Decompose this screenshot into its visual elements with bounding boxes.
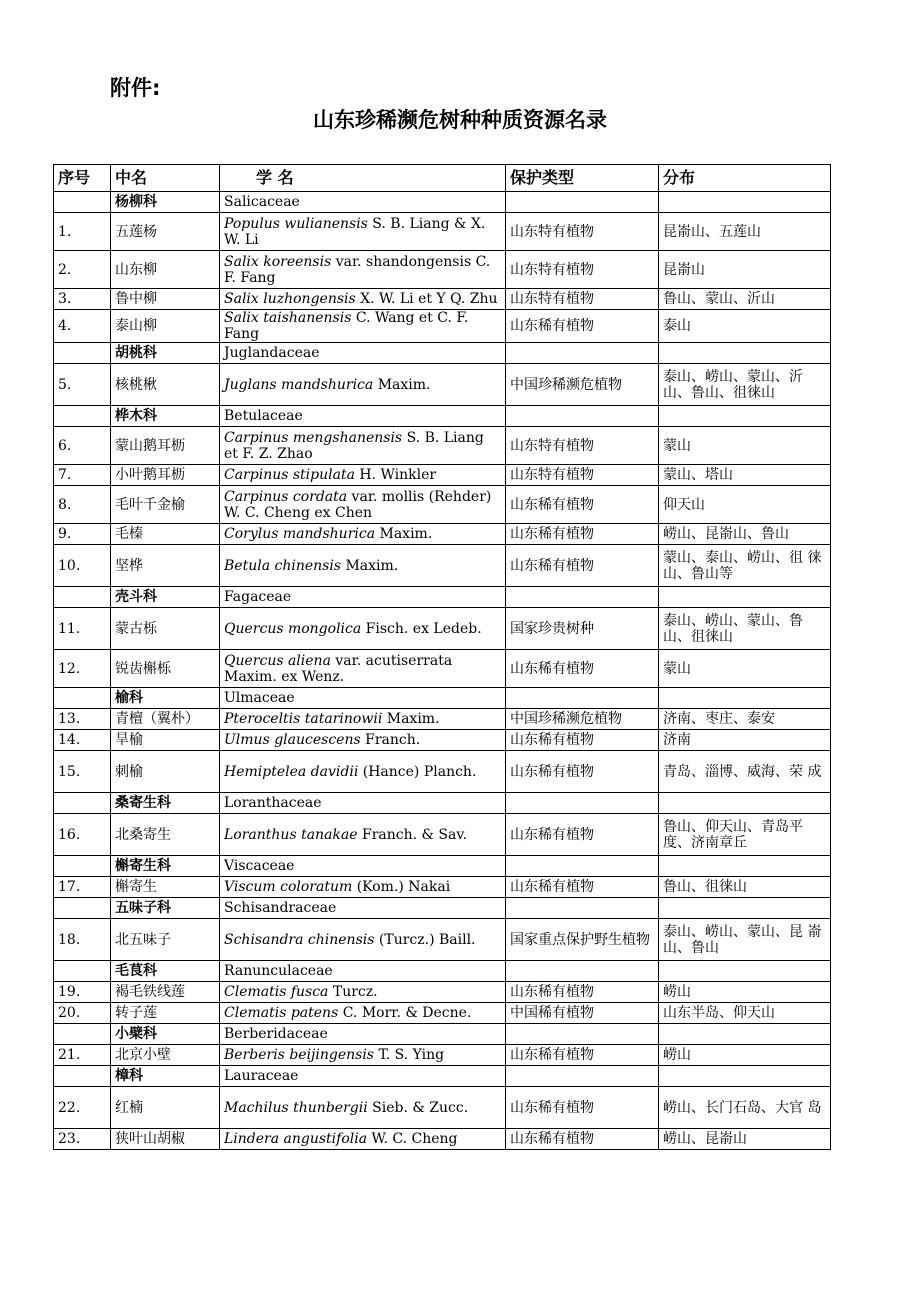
row-num: 5. — [54, 364, 111, 406]
species-cn-name: 坚桦 — [111, 545, 220, 587]
distribution: 崂山 — [659, 1045, 831, 1066]
family-row — [54, 343, 831, 364]
protection-cell — [506, 406, 659, 427]
row-num — [54, 898, 111, 919]
row-num — [54, 793, 111, 814]
species-row — [54, 1003, 831, 1024]
species-sci-name — [220, 427, 506, 465]
family-row — [54, 961, 831, 982]
species-cn-name: 鲁中柳 — [111, 289, 220, 310]
species-cn-name: 小叶鹅耳枥 — [111, 465, 220, 486]
species-sci-name — [220, 251, 506, 289]
family-cn-name: 桑寄生科 — [111, 793, 220, 814]
species-sci-name — [220, 919, 506, 961]
family-sci-name: Berberidaceae — [220, 1024, 506, 1045]
sci-name-authority: Maxim. — [375, 526, 433, 542]
sci-name-italic: Ulmus glaucescens — [224, 732, 361, 748]
species-sci-name — [220, 730, 506, 751]
species-row — [54, 524, 831, 545]
protection-type: 中国珍稀濒危植物 — [506, 709, 659, 730]
protection-type: 山东特有植物 — [506, 465, 659, 486]
sci-name-italic: Quercus mongolica — [224, 620, 362, 637]
family-cn-name: 小檗科 — [111, 1024, 220, 1045]
species-row — [54, 751, 831, 793]
protection-cell — [506, 856, 659, 877]
species-cn-name: 旱榆 — [111, 730, 220, 751]
row-num: 22. — [54, 1087, 111, 1129]
sci-name-italic: Lindera angustifolia — [224, 1131, 368, 1147]
distribution: 崂山、昆嵛山、鲁山 — [659, 524, 831, 545]
sci-name-italic: Quercus aliena — [224, 652, 331, 669]
sci-name-authority: T. S. Ying — [374, 1047, 445, 1063]
sci-name-authority: C. Morr. & Decne. — [338, 1005, 472, 1021]
distribution-cell — [659, 192, 831, 213]
species-cn-name: 狭叶山胡椒 — [111, 1129, 220, 1150]
sci-name-authority: (Hance) Planch. — [358, 763, 477, 780]
distribution: 泰山、崂山、蒙山、昆 嵛山、鲁山 — [659, 919, 831, 961]
species-sci-name — [220, 751, 506, 793]
document-title: 山东珍稀濒危树种种质资源名录 — [313, 108, 607, 132]
header-sci-name: 学 名 — [220, 165, 506, 192]
species-row — [54, 730, 831, 751]
distribution: 仰天山 — [659, 486, 831, 524]
species-row — [54, 486, 831, 524]
species-row — [54, 289, 831, 310]
species-cn-name: 青檀（翼朴） — [111, 709, 220, 730]
species-sci-name — [220, 650, 506, 688]
species-cn-name: 北五味子 — [111, 919, 220, 961]
sci-name-italic: Salix koreensis — [224, 253, 332, 270]
distribution-cell — [659, 406, 831, 427]
distribution: 崂山、昆嵛山 — [659, 1129, 831, 1150]
distribution: 鲁山、仰天山、青岛平 度、济南章丘 — [659, 814, 831, 856]
species-row — [54, 1129, 831, 1150]
species-sci-name — [220, 545, 506, 587]
row-num: 14. — [54, 730, 111, 751]
family-cn-name: 桦木科 — [111, 406, 220, 427]
protection-type: 山东稀有植物 — [506, 650, 659, 688]
species-row — [54, 814, 831, 856]
protection-cell — [506, 688, 659, 709]
sci-name-authority: var. mollis (Rehder) W. C. Cheng ex Chen — [224, 488, 492, 521]
protection-type: 国家重点保护野生植物 — [506, 919, 659, 961]
distribution-cell — [659, 587, 831, 608]
row-num — [54, 688, 111, 709]
species-cn-name: 泰山柳 — [111, 310, 220, 343]
family-sci-name: Ranunculaceae — [220, 961, 506, 982]
sci-name-authority: S. B. Liang & X. W. Li — [224, 215, 486, 248]
row-num: 12. — [54, 650, 111, 688]
family-sci-name: Loranthaceae — [220, 793, 506, 814]
row-num: 10. — [54, 545, 111, 587]
protection-type: 山东稀有植物 — [506, 1045, 659, 1066]
protection-type: 中国珍稀濒危植物 — [506, 364, 659, 406]
family-cn-name: 胡桃科 — [111, 343, 220, 364]
row-num: 17. — [54, 877, 111, 898]
family-row — [54, 856, 831, 877]
sci-name-authority: W. C. Cheng — [367, 1131, 458, 1147]
protection-cell — [506, 1066, 659, 1087]
distribution: 泰山 — [659, 310, 831, 343]
species-sci-name — [220, 213, 506, 251]
protection-type: 山东稀有植物 — [506, 982, 659, 1003]
family-cn-name: 槲寄生科 — [111, 856, 220, 877]
header-distribution: 分布 — [659, 165, 831, 192]
species-row — [54, 465, 831, 486]
family-sci-name: Schisandraceae — [220, 898, 506, 919]
sci-name-italic: Hemiptelea davidii — [224, 763, 359, 780]
sci-name-italic: Machilus thunbergii — [224, 1099, 368, 1116]
sci-name-italic: Viscum coloratum — [224, 879, 353, 895]
species-cn-name: 刺榆 — [111, 751, 220, 793]
protection-type: 山东特有植物 — [506, 427, 659, 465]
species-sci-name — [220, 289, 506, 310]
row-num: 16. — [54, 814, 111, 856]
row-num: 19. — [54, 982, 111, 1003]
distribution: 昆嵛山、五莲山 — [659, 213, 831, 251]
family-row — [54, 1024, 831, 1045]
species-sci-name — [220, 364, 506, 406]
protection-type: 山东稀有植物 — [506, 524, 659, 545]
header-protection: 保护类型 — [506, 165, 659, 192]
distribution: 崂山 — [659, 982, 831, 1003]
sci-name-italic: Salix luzhongensis — [224, 291, 356, 307]
distribution: 鲁山、蒙山、沂山 — [659, 289, 831, 310]
distribution-cell — [659, 898, 831, 919]
row-num: 15. — [54, 751, 111, 793]
row-num: 4. — [54, 310, 111, 343]
distribution: 青岛、淄博、威海、荣 成 — [659, 751, 831, 793]
family-row — [54, 1066, 831, 1087]
sci-name-authority: Franch. — [360, 732, 421, 748]
family-row — [54, 688, 831, 709]
family-cn-name: 毛茛科 — [111, 961, 220, 982]
family-sci-name: Ulmaceae — [220, 688, 506, 709]
table-header-row — [54, 165, 831, 192]
protection-type: 山东稀有植物 — [506, 545, 659, 587]
sci-name-italic: Pteroceltis tatarinowii — [224, 711, 383, 727]
row-num: 11. — [54, 608, 111, 650]
species-sci-name — [220, 465, 506, 486]
row-num — [54, 587, 111, 608]
species-cn-name: 蒙古栎 — [111, 608, 220, 650]
sci-name-authority: (Turcz.) Baill. — [374, 931, 476, 948]
species-sci-name — [220, 814, 506, 856]
distribution: 崂山、长门石岛、大官 岛 — [659, 1087, 831, 1129]
distribution-cell — [659, 1066, 831, 1087]
species-sci-name — [220, 982, 506, 1003]
protection-type: 山东特有植物 — [506, 213, 659, 251]
species-row — [54, 877, 831, 898]
family-sci-name: Betulaceae — [220, 406, 506, 427]
species-cn-name: 北桑寄生 — [111, 814, 220, 856]
family-sci-name: Juglandaceae — [220, 343, 506, 364]
sci-name-authority: var. shandongensis C. F. Fang — [224, 253, 491, 286]
species-row — [54, 545, 831, 587]
sci-name-authority: C. Wang et C. F. Fang — [224, 310, 469, 342]
row-num: 8. — [54, 486, 111, 524]
row-num — [54, 856, 111, 877]
species-cn-name: 核桃楸 — [111, 364, 220, 406]
distribution-cell — [659, 793, 831, 814]
distribution: 鲁山、徂徕山 — [659, 877, 831, 898]
protection-type: 国家珍贵树种 — [506, 608, 659, 650]
species-sci-name — [220, 310, 506, 343]
sci-name-authority: Maxim. — [341, 557, 399, 574]
species-cn-name: 槲寄生 — [111, 877, 220, 898]
family-cn-name: 榆科 — [111, 688, 220, 709]
species-cn-name: 锐齿槲栎 — [111, 650, 220, 688]
family-sci-name: Fagaceae — [220, 587, 506, 608]
sci-name-authority: H. Winkler — [354, 467, 437, 483]
sci-name-italic: Betula chinensis — [224, 557, 341, 574]
row-num: 18. — [54, 919, 111, 961]
species-sci-name — [220, 486, 506, 524]
sci-name-italic: Clematis fusca — [224, 984, 329, 1000]
species-cn-name: 褐毛铁线莲 — [111, 982, 220, 1003]
protection-type: 山东稀有植物 — [506, 1087, 659, 1129]
family-sci-name: Lauraceae — [220, 1066, 506, 1087]
species-cn-name: 毛榛 — [111, 524, 220, 545]
species-row — [54, 1087, 831, 1129]
distribution: 山东半岛、仰天山 — [659, 1003, 831, 1024]
protection-type: 山东稀有植物 — [506, 814, 659, 856]
family-cn-name: 杨柳科 — [111, 192, 220, 213]
row-num: 9. — [54, 524, 111, 545]
species-sci-name — [220, 1003, 506, 1024]
protection-cell — [506, 898, 659, 919]
species-table — [53, 164, 831, 1150]
distribution: 蒙山 — [659, 650, 831, 688]
species-cn-name: 五莲杨 — [111, 213, 220, 251]
header-cn-name: 中名 — [111, 165, 220, 192]
row-num: 6. — [54, 427, 111, 465]
row-num — [54, 343, 111, 364]
protection-cell — [506, 192, 659, 213]
row-num — [54, 192, 111, 213]
sci-name-authority: Maxim. — [382, 711, 440, 727]
protection-type: 山东特有植物 — [506, 289, 659, 310]
species-row — [54, 213, 831, 251]
protection-type: 山东稀有植物 — [506, 730, 659, 751]
distribution-cell — [659, 856, 831, 877]
sci-name-italic: Carpinus cordata — [224, 488, 348, 505]
distribution: 昆嵛山 — [659, 251, 831, 289]
distribution: 济南、枣庄、泰安 — [659, 709, 831, 730]
species-row — [54, 251, 831, 289]
family-row — [54, 192, 831, 213]
row-num: 21. — [54, 1045, 111, 1066]
distribution: 蒙山 — [659, 427, 831, 465]
species-sci-name — [220, 709, 506, 730]
family-sci-name: Viscaceae — [220, 856, 506, 877]
species-row — [54, 364, 831, 406]
sci-name-authority: Maxim. — [373, 376, 431, 393]
sci-name-authority: Fisch. ex Ledeb. — [361, 620, 482, 637]
row-num: 20. — [54, 1003, 111, 1024]
species-cn-name: 红楠 — [111, 1087, 220, 1129]
sci-name-italic: Berberis beijingensis — [224, 1047, 374, 1063]
sci-name-authority: Franch. & Sav. — [357, 826, 468, 843]
sci-name-authority: Turcz. — [328, 984, 378, 1000]
sci-name-italic: Juglans mandshurica — [224, 376, 374, 393]
species-row — [54, 709, 831, 730]
protection-type: 山东特有植物 — [506, 251, 659, 289]
protection-type: 山东稀有植物 — [506, 877, 659, 898]
row-num: 7. — [54, 465, 111, 486]
distribution: 蒙山、泰山、崂山、徂 徕山、鲁山等 — [659, 545, 831, 587]
row-num: 1. — [54, 213, 111, 251]
protection-cell — [506, 343, 659, 364]
family-sci-name: Salicaceae — [220, 192, 506, 213]
sci-name-authority: Sieb. & Zucc. — [367, 1099, 469, 1116]
distribution: 济南 — [659, 730, 831, 751]
distribution-cell — [659, 961, 831, 982]
sci-name-italic: Populus wulianensis — [224, 215, 368, 232]
row-num — [54, 1024, 111, 1045]
species-sci-name — [220, 608, 506, 650]
protection-cell — [506, 1024, 659, 1045]
species-cn-name: 蒙山鹅耳枥 — [111, 427, 220, 465]
sci-name-italic: Carpinus mengshanensis — [224, 429, 403, 446]
row-num: 2. — [54, 251, 111, 289]
species-sci-name — [220, 1087, 506, 1129]
row-num: 13. — [54, 709, 111, 730]
species-sci-name — [220, 524, 506, 545]
species-cn-name: 转子莲 — [111, 1003, 220, 1024]
species-row — [54, 427, 831, 465]
row-num — [54, 406, 111, 427]
distribution: 泰山、崂山、蒙山、沂 山、鲁山、徂徕山 — [659, 364, 831, 406]
species-row — [54, 608, 831, 650]
protection-type: 山东稀有植物 — [506, 310, 659, 343]
species-row — [54, 919, 831, 961]
family-cn-name: 樟科 — [111, 1066, 220, 1087]
species-cn-name: 山东柳 — [111, 251, 220, 289]
protection-type: 山东稀有植物 — [506, 486, 659, 524]
protection-type: 中国稀有植物 — [506, 1003, 659, 1024]
species-sci-name — [220, 1045, 506, 1066]
row-num — [54, 1066, 111, 1087]
sci-name-italic: Salix taishanensis — [224, 310, 352, 326]
family-cn-name: 壳斗科 — [111, 587, 220, 608]
sci-name-authority: (Kom.) Nakai — [352, 879, 451, 895]
sci-name-italic: Schisandra chinensis — [224, 931, 375, 948]
protection-cell — [506, 793, 659, 814]
species-cn-name: 北京小壁 — [111, 1045, 220, 1066]
family-row — [54, 587, 831, 608]
species-row — [54, 650, 831, 688]
family-row — [54, 898, 831, 919]
distribution: 泰山、崂山、蒙山、鲁 山、徂徕山 — [659, 608, 831, 650]
protection-cell — [506, 587, 659, 608]
sci-name-authority: X. W. Li et Y Q. Zhu — [355, 291, 498, 307]
distribution-cell — [659, 1024, 831, 1045]
protection-type: 山东稀有植物 — [506, 751, 659, 793]
annex-label: 附件: — [110, 76, 161, 100]
family-row — [54, 406, 831, 427]
sci-name-authority: S. B. Liang et F. Z. Zhao — [224, 429, 484, 462]
sci-name-authority: var. acutiserrata Maxim. ex Wenz. — [224, 652, 453, 685]
species-sci-name — [220, 877, 506, 898]
family-cn-name: 五味子科 — [111, 898, 220, 919]
family-row — [54, 793, 831, 814]
row-num: 3. — [54, 289, 111, 310]
distribution-cell — [659, 688, 831, 709]
header-num: 序号 — [54, 165, 111, 192]
sci-name-italic: Carpinus stipulata — [224, 467, 355, 483]
species-row — [54, 1045, 831, 1066]
row-num: 23. — [54, 1129, 111, 1150]
sci-name-italic: Clematis patens — [224, 1005, 339, 1021]
protection-cell — [506, 961, 659, 982]
sci-name-italic: Corylus mandshurica — [224, 526, 376, 542]
species-sci-name — [220, 1129, 506, 1150]
species-cn-name: 毛叶千金榆 — [111, 486, 220, 524]
species-row — [54, 982, 831, 1003]
row-num — [54, 961, 111, 982]
species-row — [54, 310, 831, 343]
protection-type: 山东稀有植物 — [506, 1129, 659, 1150]
distribution: 蒙山、塔山 — [659, 465, 831, 486]
distribution-cell — [659, 343, 831, 364]
sci-name-italic: Loranthus tanakae — [224, 826, 358, 843]
